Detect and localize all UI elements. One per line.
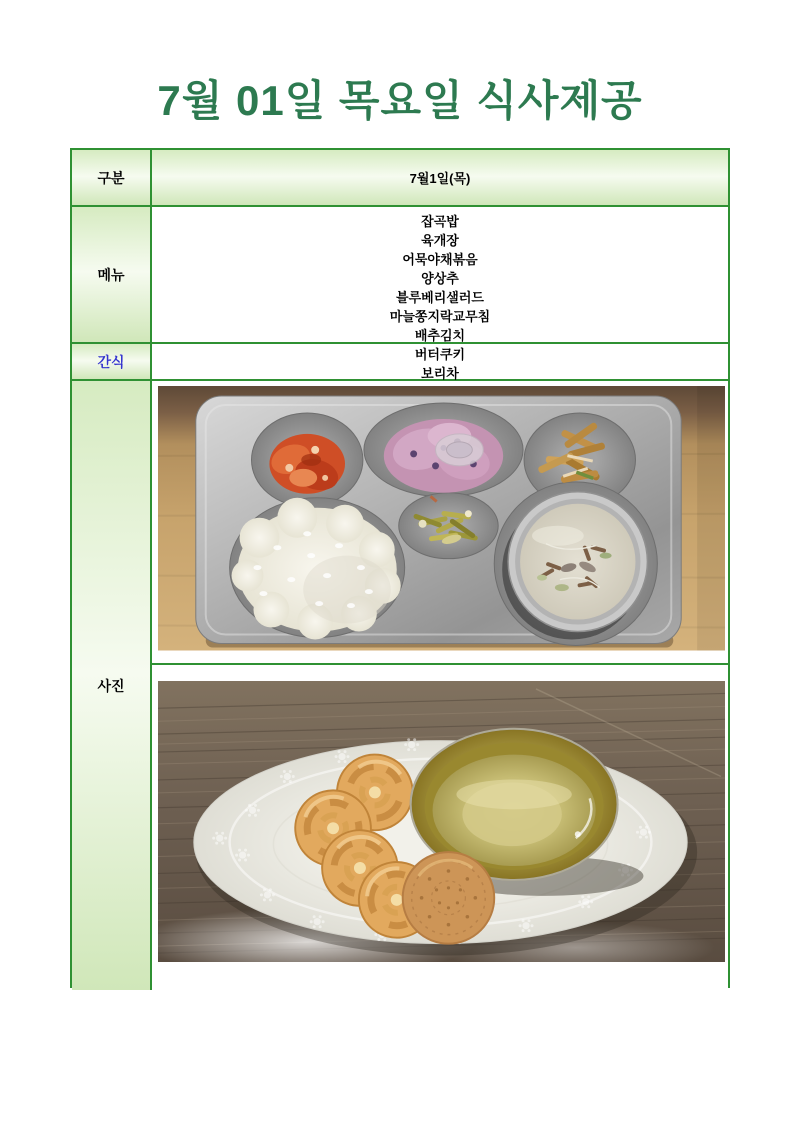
menu-item: 배추김치 bbox=[414, 328, 466, 343]
photo-row-label: 사진 bbox=[72, 381, 152, 990]
snack-item: 버터쿠키 bbox=[414, 347, 466, 362]
menu-item: 블루베리샐러드 bbox=[396, 290, 484, 305]
snack-list bbox=[152, 344, 728, 379]
menu-list bbox=[152, 207, 728, 342]
photo-row bbox=[72, 379, 728, 990]
snack-item: 보리차 bbox=[421, 366, 459, 381]
date-cell: 7월1일(목) bbox=[152, 150, 728, 205]
meal-tray-illustration bbox=[158, 386, 725, 651]
round-cracker bbox=[403, 852, 495, 944]
category-row bbox=[72, 150, 728, 205]
menu-item: 양상추 bbox=[421, 271, 459, 286]
meal-tray-photo bbox=[152, 381, 728, 665]
snack-row-label: 간식 bbox=[72, 344, 152, 379]
blueberry-salad bbox=[384, 419, 503, 493]
snack-photo bbox=[152, 665, 728, 991]
snack-row bbox=[72, 342, 728, 379]
page-title: 7월 01일 목요일 식사제공 bbox=[157, 77, 643, 124]
category-row-label: 구분 bbox=[72, 150, 152, 205]
menu-item: 육개장 bbox=[421, 233, 459, 248]
photo-column bbox=[152, 381, 728, 990]
menu-item: 마늘쫑지락교무침 bbox=[389, 309, 491, 324]
menu-row bbox=[72, 205, 728, 342]
menu-item: 어묵야채볶음 bbox=[402, 252, 478, 267]
menu-row-label: 메뉴 bbox=[72, 207, 152, 342]
menu-item: 잡곡밥 bbox=[421, 214, 459, 229]
snack-illustration bbox=[158, 681, 725, 963]
meal-table bbox=[70, 148, 730, 988]
